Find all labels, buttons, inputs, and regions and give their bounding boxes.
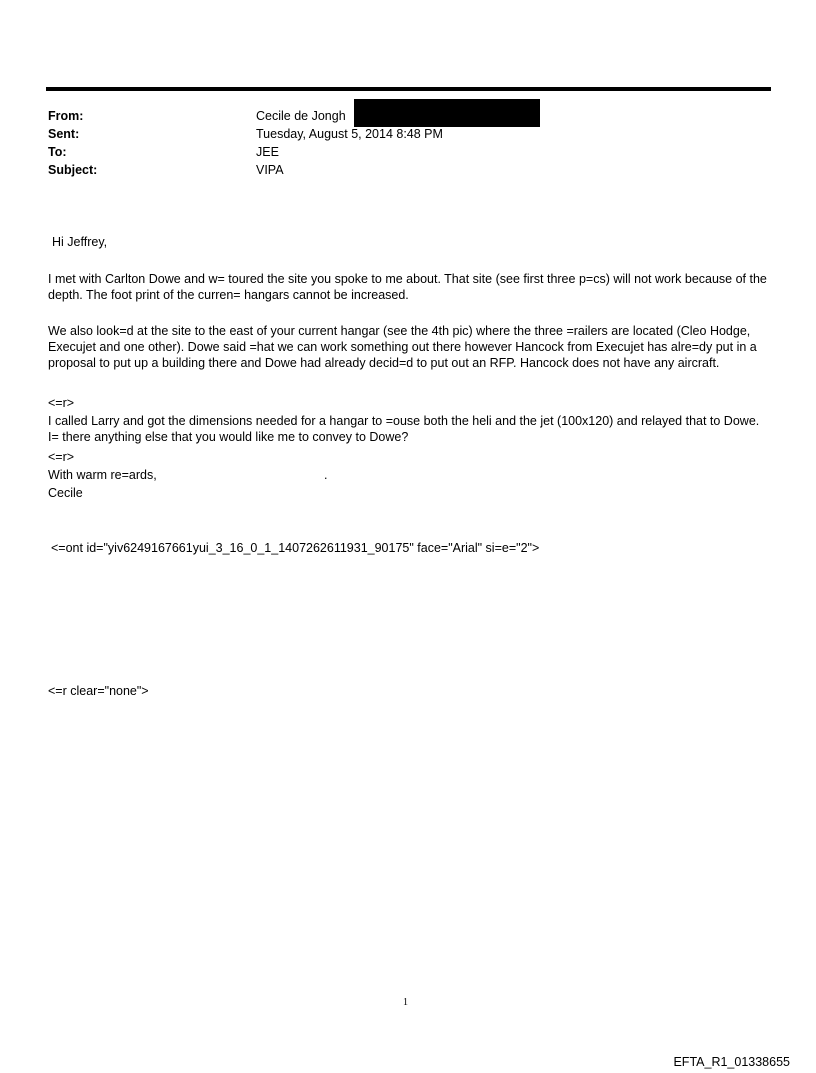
signature: Cecile	[48, 486, 83, 500]
document-id: EFTA_R1_01338655	[673, 1055, 790, 1069]
paragraph-2: We also look=d at the site to the east of your current hangar (see the 4th pic) where the three =railers are located (Cleo Hodge, Execujet and one other). Dowe said =hat we can work something out there however Hancock from Execujet has alre=dy put in a proposal to put up a building there and Dowe had already decid=d to put out an RFP. Hancock does not have any aircraft.	[48, 324, 757, 370]
stray-dot: .	[324, 468, 328, 482]
line-break-2: <=r>	[48, 450, 75, 464]
page-number: 1	[403, 997, 408, 1008]
line-break-1: <=r>	[48, 396, 75, 410]
greeting: Hi Jeffrey,	[52, 235, 108, 249]
sent-label: Sent:	[48, 127, 80, 141]
header-rule	[46, 87, 771, 91]
subject-label: Subject:	[48, 163, 98, 177]
redaction-box	[354, 99, 540, 127]
paragraph-3: I called Larry and got the dimensions needed for a hangar to =ouse both the heli and the jet (100x120) and relayed that to Dowe. I= there anything else that you would like me to convey to Dowe?	[48, 414, 760, 444]
paragraph-1: I met with Carlton Dowe and w= toured the site you spoke to me about. That site (see first three p=cs) will not work because of the depth. The foot print of the curren= hangars cannot be increased.	[48, 272, 767, 302]
font-tag-line: <=ont id="yiv6249167661yui_3_16_0_1_1407262611931_90175" face="Arial" si=e="2">	[51, 541, 540, 555]
sent-value: Tuesday, August 5, 2014 8:48 PM	[256, 127, 443, 141]
closing: With warm re=ards,	[48, 468, 157, 482]
from-label: From:	[48, 109, 84, 123]
br-tag-line: <=r clear="none">	[48, 684, 149, 698]
subject-value: VIPA	[256, 163, 284, 177]
to-value: JEE	[256, 145, 279, 159]
to-label: To:	[48, 145, 67, 159]
from-value: Cecile de Jongh	[256, 109, 346, 123]
